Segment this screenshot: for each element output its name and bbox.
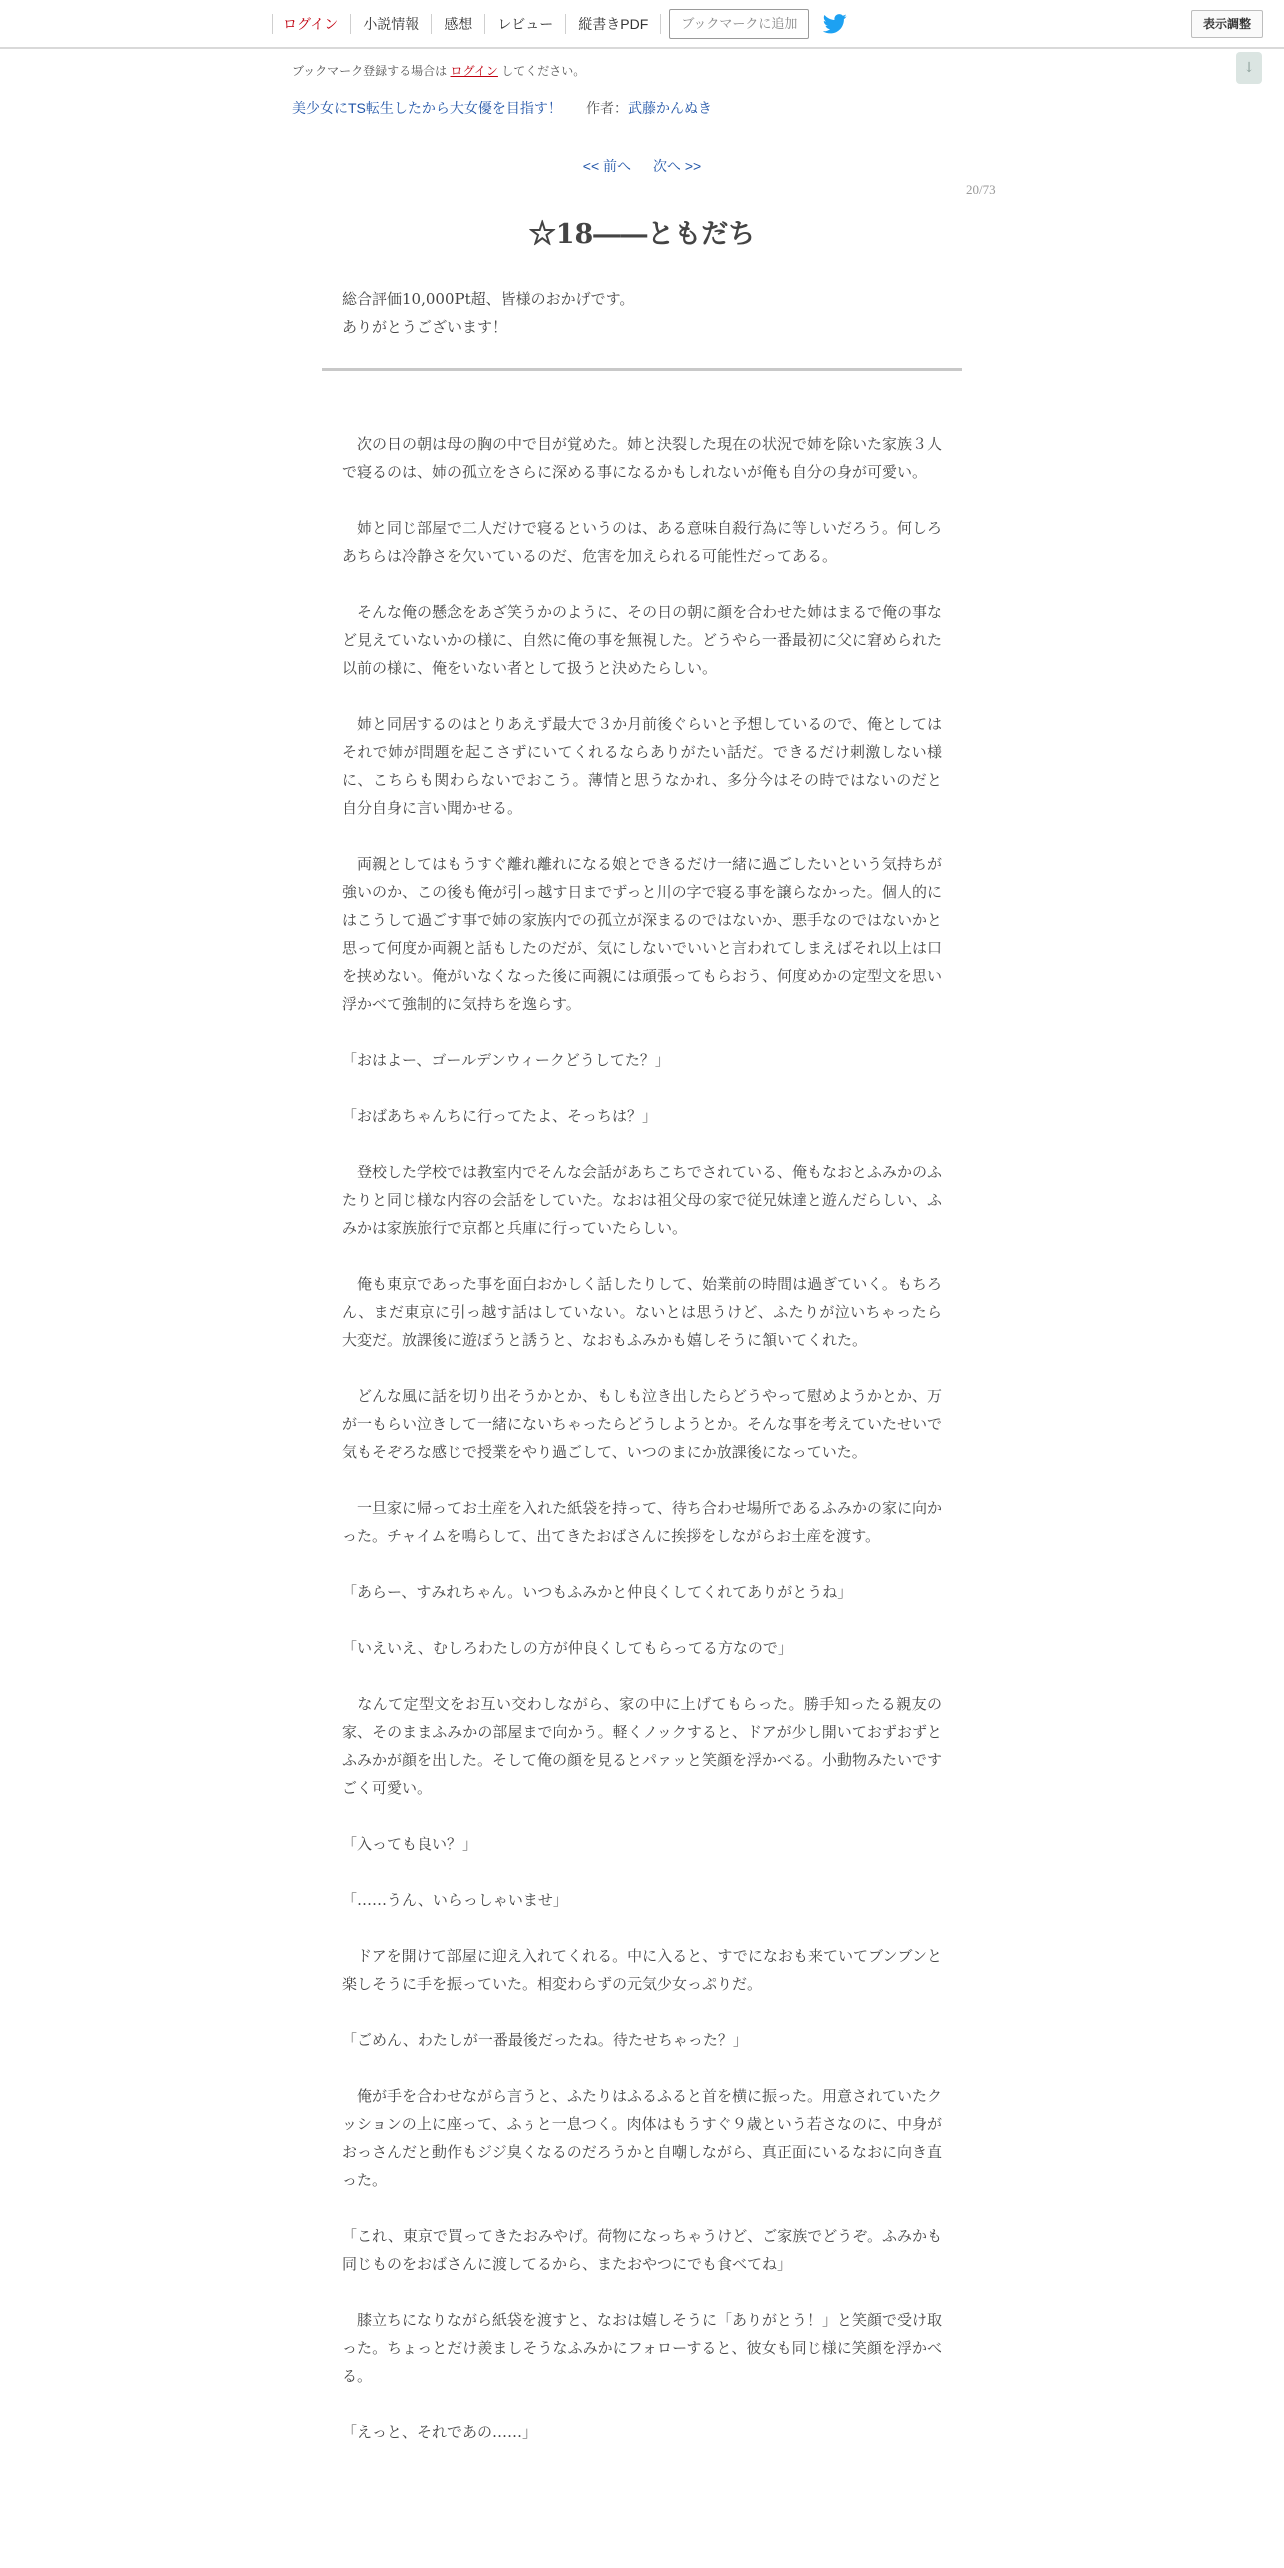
chapter-pager <box>0 156 1284 176</box>
body-paragraph: 「おばあちゃんちに行ってたよ、そっちは？」 <box>342 1107 658 1125</box>
body-paragraph: 「えっと、それであの……」 <box>342 2423 538 2441</box>
body-paragraph: 登校した学校では教室内でそんな会話があちこちでされている、俺もなおとふみかのふたりと同じ様な内容の会話をしていた。なおは祖父母の家で従兄妹達と遊んだらしい、ふみかは家族旅行で京都と兵庫に行っていたらしい。 <box>342 1163 943 1237</box>
body-paragraph: 姉と同じ部屋で二人だけで寝るというのは、ある意味自殺行為に等しいだろう。何しろあちらは冷静さを欠いているのだ、危害を加えられる可能性だってある。 <box>342 519 943 565</box>
bookmark-login-notice <box>292 62 585 79</box>
scroll-down-button[interactable]: ↓ <box>1236 52 1262 84</box>
body-paragraph: 「おはよー、ゴールデンウィークどうしてた？」 <box>342 1051 670 1069</box>
body-paragraph: 俺も東京であった事を面白おかしく話したりして、始業前の時間は過ぎていく。もちろん、まだ東京に引っ越す話はしていない。ないとは思うけど、ふたりが泣いちゃったら大変だ。放課後に遊ぼうと誘うと、なおもふみかも嬉しそうに頷いてくれた。 <box>342 1275 942 1349</box>
chapter-body <box>342 430 942 2474</box>
author-link[interactable]: 武藤かんぬき <box>628 100 712 116</box>
body-paragraph: どんな風に話を切り出そうかとか、もしも泣き出したらどうやって慰めようかとか、万が一もらい泣きして一緒にないちゃったらどうしようとか。そんな事を考えていたせいで気もそぞろな感じで授業をやり過ごして、いつのまにか放課後になっていた。 <box>342 1387 943 1461</box>
twitter-bird-icon <box>823 14 847 34</box>
preface-line: 総合評価10,000Pt超、皆様のおかげです。 <box>342 290 635 308</box>
body-paragraph: 「入っても良い？」 <box>342 1835 478 1853</box>
next-chapter-link[interactable]: 次へ >> <box>652 158 702 174</box>
body-paragraph: 「あらー、すみれちゃん。いつもふみかと仲良くしてくれてありがとうね」 <box>342 1583 853 1601</box>
page-number: 20/73 <box>966 182 996 197</box>
body-paragraph: 俺が手を合わせながら言うと、ふたりはふるふると首を横に振った。用意されていたクッションの上に座って、ふぅと一息つく。肉体はもうすぐ９歳という若さなのに、中身がおっさんだと動作もジジ臭くなるのだろうかと自嘲しながら、真正面にいるなおに向き直った。 <box>342 2087 943 2189</box>
body-paragraph: 「いえいえ、むしろわたしの方が仲良くしてもらってる方なので」 <box>342 1639 793 1657</box>
display-settings-button[interactable]: 表示調整 <box>1191 10 1263 38</box>
body-paragraph: 「ごめん、わたしが一番最後だったね。待たせちゃった？」 <box>342 2031 748 2049</box>
nav-vertical-pdf[interactable]: 縦書きPDF <box>566 14 661 34</box>
body-paragraph: なんて定型文をお互い交わしながら、家の中に上げてもらった。勝手知ったる親友の家、そのままふみかの部屋まで向かう。軽くノックすると、ドアが少し開いておずおずとふみかが顔を出した。そして俺の顔を見るとパァッと笑顔を浮かべる。小動物みたいですごく可愛い。 <box>342 1695 943 1797</box>
nav-login[interactable]: ログイン <box>272 14 351 34</box>
body-paragraph: 膝立ちになりながら紙袋を渡すと、なおは嬉しそうに「ありがとう！」と笑顔で受け取った。ちょっとだけ羨ましそうなふみかにフォローすると、彼女も同じ様に笑顔を浮かべる。 <box>342 2311 943 2385</box>
top-navigation-bar <box>0 0 1284 49</box>
nav-impressions[interactable]: 感想 <box>432 14 485 34</box>
body-paragraph: 両親としてはもうすぐ離れ離れになる娘とできるだけ一緒に過ごしたいという気持ちが強いのか、この後も俺が引っ越す日までずっと川の字で寝る事を譲らなかった。個人的にはこうして過ごす事で姉の家族内での孤立が深まるのではないか、悪手なのではないかと思って何度か両親と話もしたのだが、気にしないでいいと言われてしまえばそれ以上は口を挟めない。俺がいなくなった後に両親には頑張ってもらおう、何度めかの定型文を思い浮かべて強制的に気持ちを逸らす。 <box>342 855 943 1013</box>
preface-divider <box>322 368 962 371</box>
chapter-preface <box>342 285 942 341</box>
body-paragraph: 次の日の朝は母の胸の中で目が覚めた。姉と決裂した現在の状況で姉を除いた家族３人で寝るのは、姉の孤立をさらに深める事になるかもしれないが俺も自分の身が可愛い。 <box>342 435 943 481</box>
author-label: 作者： <box>586 100 628 116</box>
bookmark-notice-after: してください。 <box>501 64 586 78</box>
body-paragraph: そんな俺の懸念をあざ笑うかのように、その日の朝に顔を合わせた姉はまるで俺の事など見えていないかの様に、自然に俺の事を無視した。どうやら一番最初に父に窘められた以前の様に、俺をいない者として扱うと決めたらしい。 <box>342 603 943 677</box>
twitter-share-button[interactable] <box>823 13 849 35</box>
body-paragraph: 「これ、東京で買ってきたおみやげ。荷物になっちゃうけど、ご家族でどうぞ。ふみかも同じものをおばさんに渡してるから、またおやつにでも食べてね」 <box>342 2227 943 2273</box>
nav-novel-info[interactable]: 小説情報 <box>351 14 432 34</box>
author-line <box>586 98 712 118</box>
preface-line: ありがとうございます！ <box>342 318 508 336</box>
nav-review[interactable]: レビュー <box>485 14 566 34</box>
prev-chapter-link[interactable]: << 前へ <box>582 158 632 174</box>
bookmark-login-link[interactable]: ログイン <box>450 64 498 78</box>
bookmark-notice-before: ブックマーク登録する場合は <box>292 64 448 78</box>
body-paragraph: 姉と同居するのはとりあえず最大で３か月前後ぐらいと予想しているので、俺としてはそれで姉が問題を起こさずにいてくれるならありがたい話だ。できるだけ刺激しない様に、こちらも関わらないでおこう。薄情と思うなかれ、多分今はその時ではないのだと自分自身に言い聞かせる。 <box>342 715 942 817</box>
body-paragraph: ドアを開けて部屋に迎え入れてくれる。中に入ると、すでになおも来ていてブンブンと楽しそうに手を振っていた。相変わらずの元気少女っぷりだ。 <box>342 1947 942 1993</box>
nav-menu <box>272 7 849 41</box>
body-paragraph: 一旦家に帰ってお土産を入れた紙袋を持って、待ち合わせ場所であるふみかの家に向かった。チャイムを鳴らして、出てきたおばさんに挨拶をしながらお土産を渡す。 <box>342 1499 942 1545</box>
add-bookmark-button[interactable]: ブックマークに追加 <box>669 9 809 39</box>
chapter-title: ☆18――ともだち <box>528 219 756 250</box>
novel-title-link[interactable]: 美少女にTS転生したから大女優を目指す！ <box>292 100 562 116</box>
body-paragraph: 「……うん、いらっしゃいませ」 <box>342 1891 568 1909</box>
